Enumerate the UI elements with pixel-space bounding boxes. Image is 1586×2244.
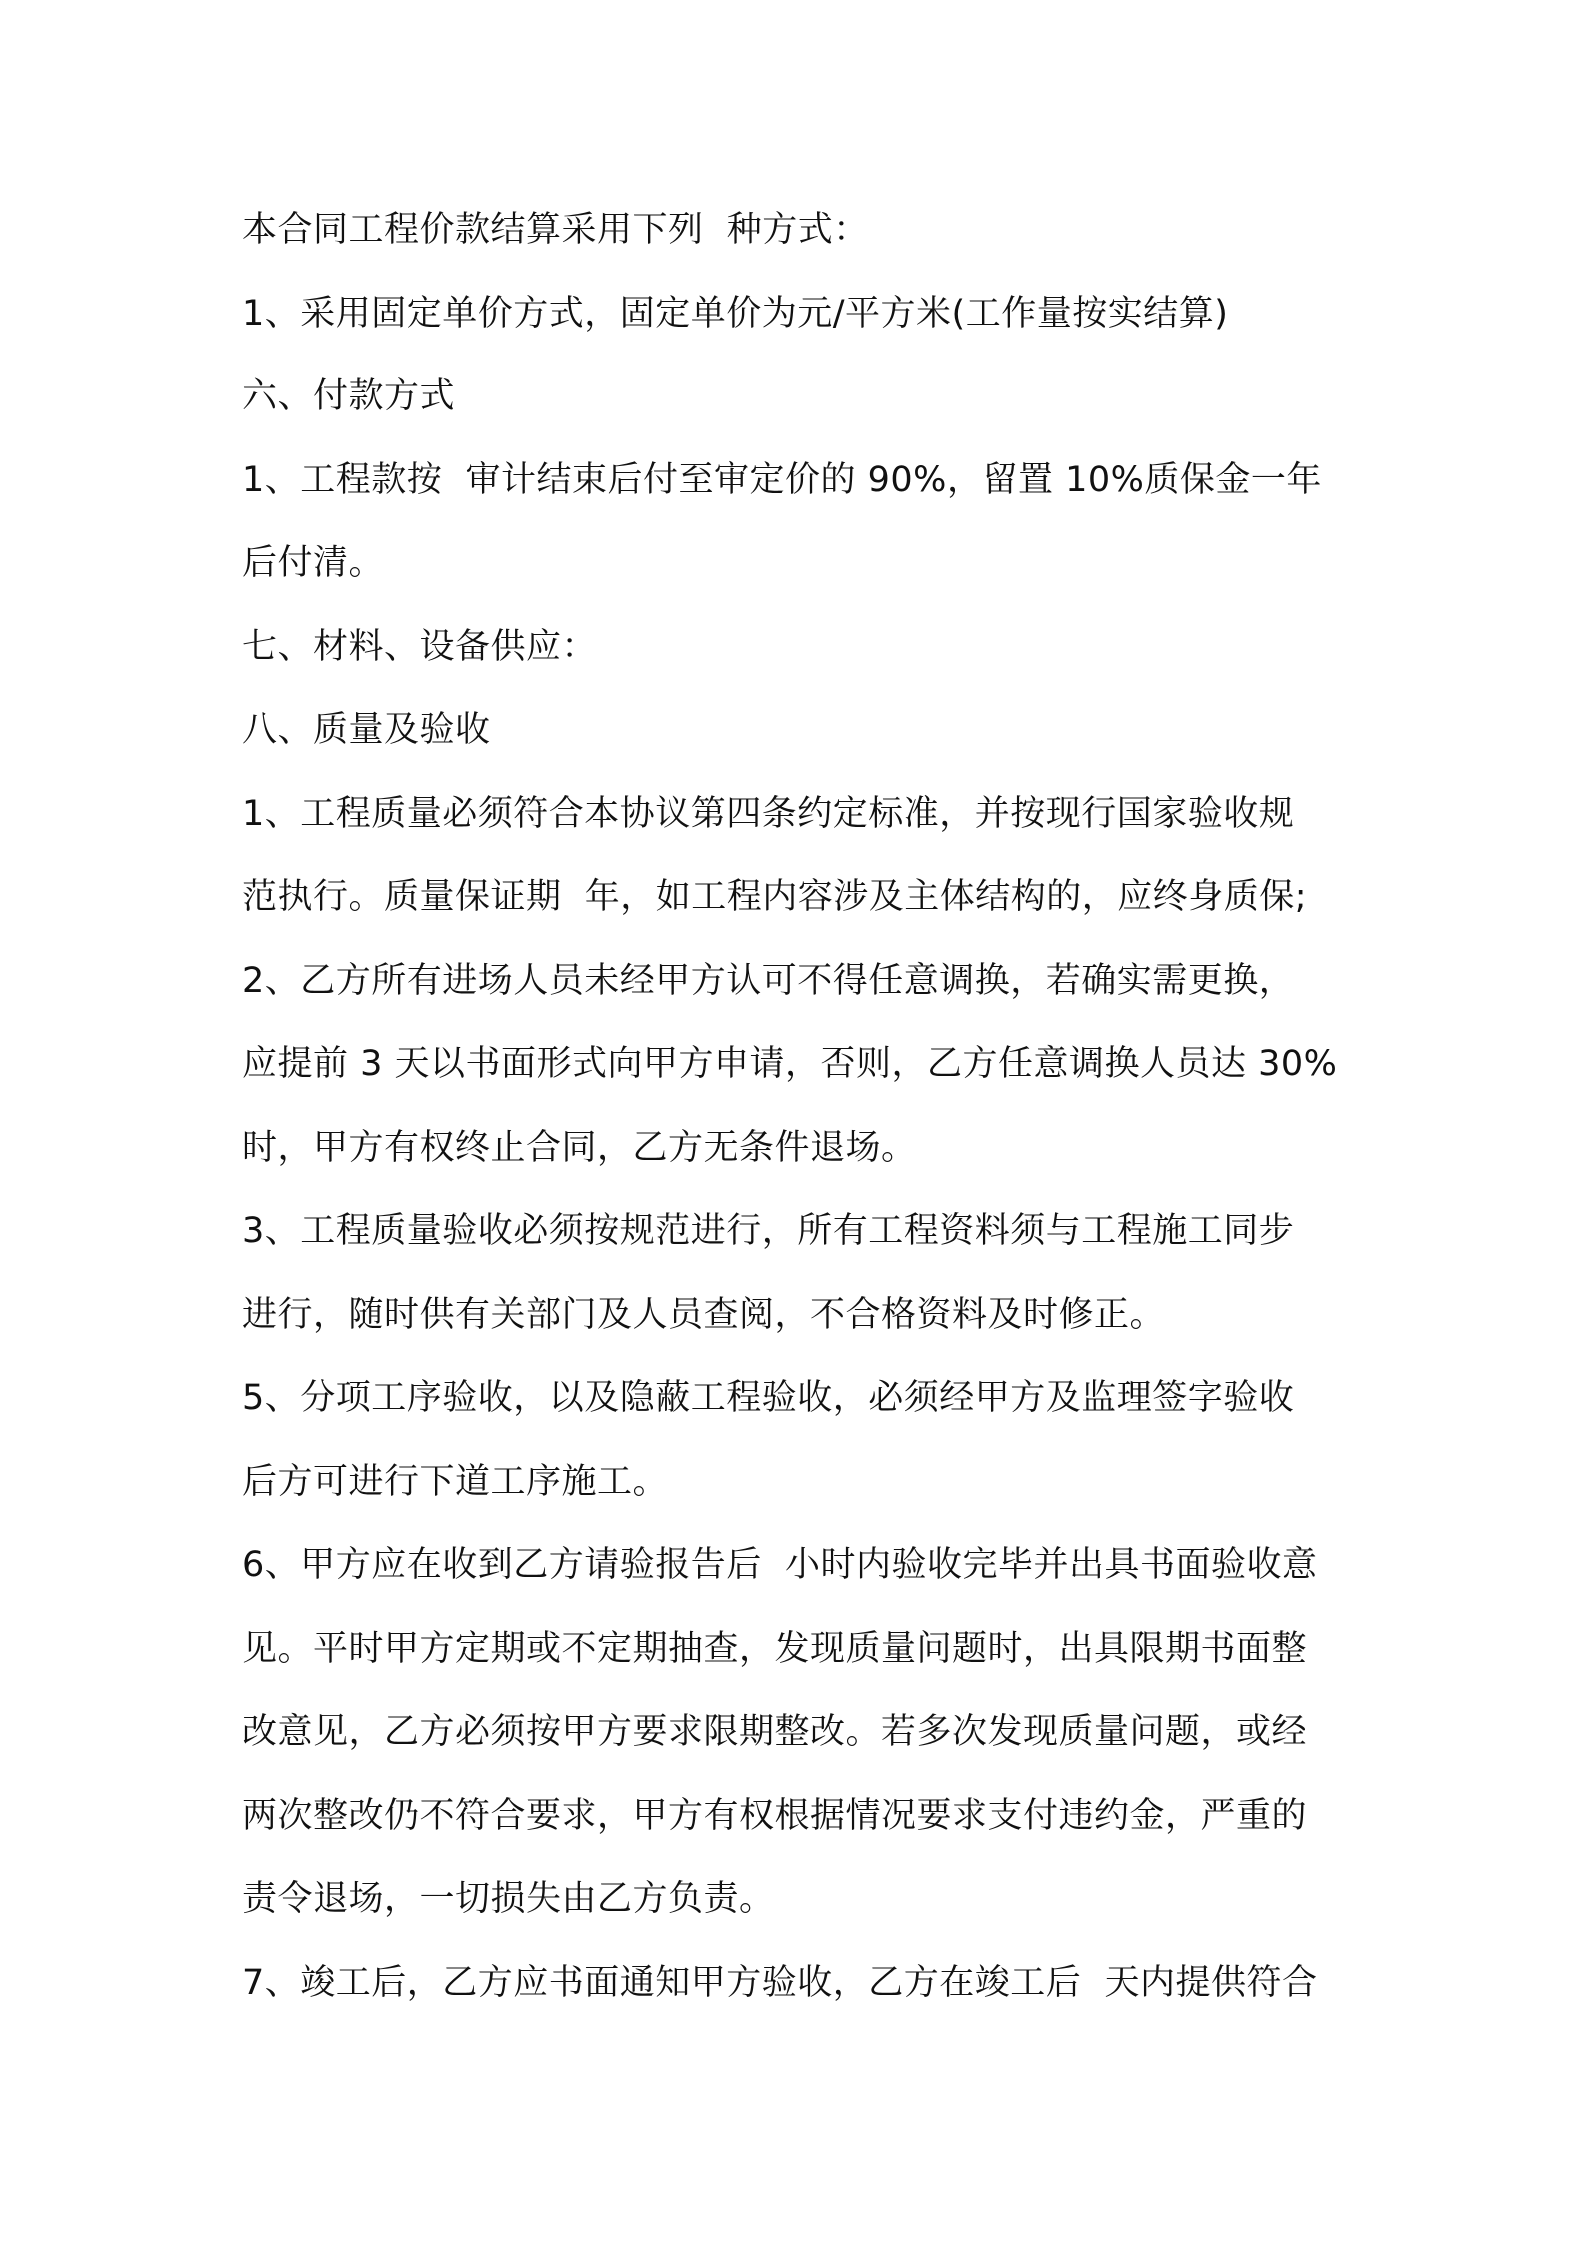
section-heading-materials: 七、材料、设备供应：	[242, 627, 598, 667]
clause-payment-1: 1、工程款按 审计结束后付至审定价的 90%，留置 10%质保金一年	[242, 460, 1322, 500]
section-heading-quality: 八、质量及验收	[242, 710, 491, 750]
clause-quality-6-end: 责令退场，一切损失由乙方负责。	[242, 1879, 775, 1919]
clause-quality-6-cont-3: 两次整改仍不符合要求，甲方有权根据情况要求支付违约金，严重的	[242, 1796, 1308, 1836]
section-heading-payment: 六、付款方式	[242, 376, 456, 416]
clause-payment-1-cont: 后付清。	[242, 543, 385, 583]
clause-quality-1: 1、工程质量必须符合本协议第四条约定标准，并按现行国家验收规	[242, 794, 1295, 834]
clause-quality-6: 6、甲方应在收到乙方请验报告后 小时内验收完毕并出具书面验收意	[242, 1545, 1318, 1585]
clause-quality-2: 2、乙方所有进场人员未经甲方认可不得任意调换，若确实需更换，	[242, 961, 1295, 1001]
clause-settlement-intro: 本合同工程价款结算采用下列 种方式：	[242, 210, 869, 250]
clause-fixed-unit-price: 1、采用固定单价方式，固定单价为元/平方米(工作量按实结算)	[242, 294, 1229, 334]
clause-quality-3: 3、工程质量验收必须按规范进行，所有工程资料须与工程施工同步	[242, 1211, 1295, 1251]
clause-quality-2-end: 时，甲方有权终止合同，乙方无条件退场。	[242, 1128, 917, 1168]
clause-quality-6-cont-2: 改意见，乙方必须按甲方要求限期整改。若多次发现质量问题，或经	[242, 1712, 1308, 1752]
clause-quality-7: 7、竣工后，乙方应书面通知甲方验收，乙方在竣工后 天内提供符合	[242, 1963, 1318, 2003]
clause-quality-1-cont: 范执行。质量保证期 年，如工程内容涉及主体结构的，应终身质保;	[242, 877, 1308, 917]
clause-quality-5-cont: 后方可进行下道工序施工。	[242, 1462, 669, 1502]
clause-quality-6-cont-1: 见。平时甲方定期或不定期抽查，发现质量问题时，出具限期书面整	[242, 1629, 1308, 1669]
clause-quality-2-cont: 应提前 3 天以书面形式向甲方申请，否则，乙方任意调换人员达 30%	[242, 1044, 1338, 1084]
clause-quality-3-cont: 进行，随时供有关部门及人员查阅，不合格资料及时修正。	[242, 1295, 1166, 1335]
clause-quality-5: 5、分项工序验收，以及隐蔽工程验收，必须经甲方及监理签字验收	[242, 1378, 1295, 1418]
